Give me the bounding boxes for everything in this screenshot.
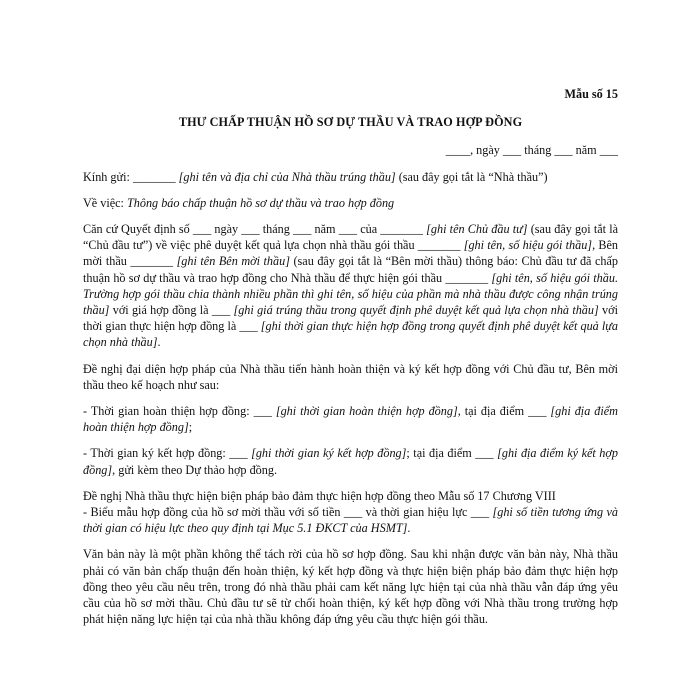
addressee-placeholder: [ghi tên và địa chỉ của Nhà thầu trúng thầu] xyxy=(178,169,396,184)
basis-placeholder-2: [ghi tên, số hiệu gói thầu] xyxy=(463,238,593,253)
basis-text-4: (sau đây gọi tắt là “Bên mời thầu) thông báo: Chủ đầu tư đã chấp thuận hồ sơ dự thầu và trao hợp đồng cho Nhà thầu để thực hiện gói thầu _______ xyxy=(83,254,618,285)
completion-text-1: - Thời gian hoàn thiện hợp đồng: ___ xyxy=(83,404,276,419)
request-paragraph: Đề nghị đại diện hợp pháp của Nhà thầu tiến hành hoàn thiện và ký kết hợp đồng với Chủ đầu tư, Bên mời thầu theo kế hoạch như sau: xyxy=(83,361,618,392)
basis-placeholder-5: [ghi giá trúng thầu trong quyết định phê duyệt kết quả lựa chọn nhà thầu] xyxy=(233,303,599,318)
basis-text-2: (sau đây gọi tắt là “Chủ đầu tư”) về việc phê duyệt kết quả lựa chọn nhà thầu gói thầu _______ xyxy=(83,222,618,253)
addressee-paragraph xyxy=(83,169,618,185)
guarantee-text-1: - Biểu mẫu hợp đồng của hồ sơ mời thầu với số tiền ___ và thời gian hiệu lực ___ xyxy=(83,505,493,520)
date-line: ____, ngày ___ tháng ___ năm ___ xyxy=(445,143,618,158)
addressee-label: Kính gửi: _______ xyxy=(83,169,179,184)
basis-placeholder-4: [ghi tên, số hiệu gói thầu. Trường hợp gói thầu chia thành nhiều phần thì ghi tên, số hiệu của phần mà nhà thầu được công nhận trúng thầu] xyxy=(83,270,618,318)
signing-placeholder-1: [ghi thời gian ký kết hợp đồng] xyxy=(251,446,407,461)
subject-paragraph xyxy=(83,195,618,211)
subject-text: Thông báo chấp thuận hồ sơ dự thầu và trao hợp đồng xyxy=(127,195,395,210)
signing-text-3: , gửi kèm theo Dự thảo hợp đồng. xyxy=(112,462,277,477)
guarantee-line-1: Đề nghị Nhà thầu thực hiện biện pháp bảo đảm thực hiện hợp đồng theo Mẫu số 17 Chương VIII xyxy=(83,488,556,503)
basis-paragraph xyxy=(83,221,618,351)
completion-text-2: , tại địa điểm ___ xyxy=(457,404,551,419)
basis-text-1: Căn cứ Quyết định số ___ ngày ___ tháng ___ năm ___ của _______ xyxy=(83,222,427,237)
signing-text-1: - Thời gian ký kết hợp đồng: ___ xyxy=(83,446,252,461)
basis-text-6: với thời gian thực hiện hợp đồng là ___ xyxy=(83,303,618,334)
guarantee-text-2: . xyxy=(407,521,411,536)
plan-completion-paragraph xyxy=(83,403,618,435)
form-number: Mẫu số 15 xyxy=(564,87,618,101)
closing-paragraph: Văn bản này là một phần không thể tách rời của hồ sơ hợp đồng. Sau khi nhận được văn bản này, Nhà thầu phải có văn bản chấp thuận đến hoàn thiện, ký kết hợp đồng và thực hiện biện pháp bảo đảm thực hiện hợp đồng theo yêu cầu nêu trên, trong đó nhà thầu phải cam kết năng lực hiện tại của nhà thầu vẫn đáp ứng yêu cầu của hồ sơ mời thầu. Chủ đầu tư sẽ từ chối hoàn thiện, ký kết hợp đồng với Nhà thầu trong trường hợp phát hiện năng lực hiện tại của nhà thầu không đáp ứng yêu cầu thực hiện gói thầu. xyxy=(83,547,618,627)
addressee-suffix: (sau đây gọi tắt là “Nhà thầu”) xyxy=(395,169,548,184)
basis-text-5: với giá hợp đồng là ___ xyxy=(109,303,234,318)
basis-placeholder-6: [ghi thời gian thực hiện hợp đồng trong quyết định phê duyệt kết quả lựa chọn nhà thầu] xyxy=(83,319,618,350)
basis-placeholder-1: [ghi tên Chủ đầu tư] xyxy=(426,222,528,237)
guarantee-paragraph xyxy=(83,488,618,537)
subject-label: Về việc: xyxy=(83,195,127,210)
completion-text-3: ; xyxy=(188,420,193,435)
basis-text-3: , Bên mời thầu _______ xyxy=(83,238,618,269)
document-title: THƯ CHẤP THUẬN HỒ SƠ DỰ THẦU VÀ TRAO HỢP ĐỒNG xyxy=(178,115,523,130)
guarantee-placeholder-1: [ghi số tiền tương ứng và thời gian có hiệu lực theo quy định tại Mục 5.1 ĐKCT của HSMT] xyxy=(83,505,618,536)
completion-placeholder-2: [ghi địa điểm hoàn thiện hợp đồng] xyxy=(83,404,618,435)
completion-placeholder-1: [ghi thời gian hoàn thiện hợp đồng] xyxy=(275,404,458,419)
plan-signing-paragraph xyxy=(83,445,618,477)
basis-placeholder-3: [ghi tên Bên mời thầu] xyxy=(176,254,290,269)
signing-placeholder-2: [ghi địa điểm ký kết hợp đồng] xyxy=(83,446,619,477)
basis-text-7: . xyxy=(157,335,161,350)
signing-text-2: ; tại địa điểm ___ xyxy=(406,446,498,461)
document-page xyxy=(83,86,618,637)
